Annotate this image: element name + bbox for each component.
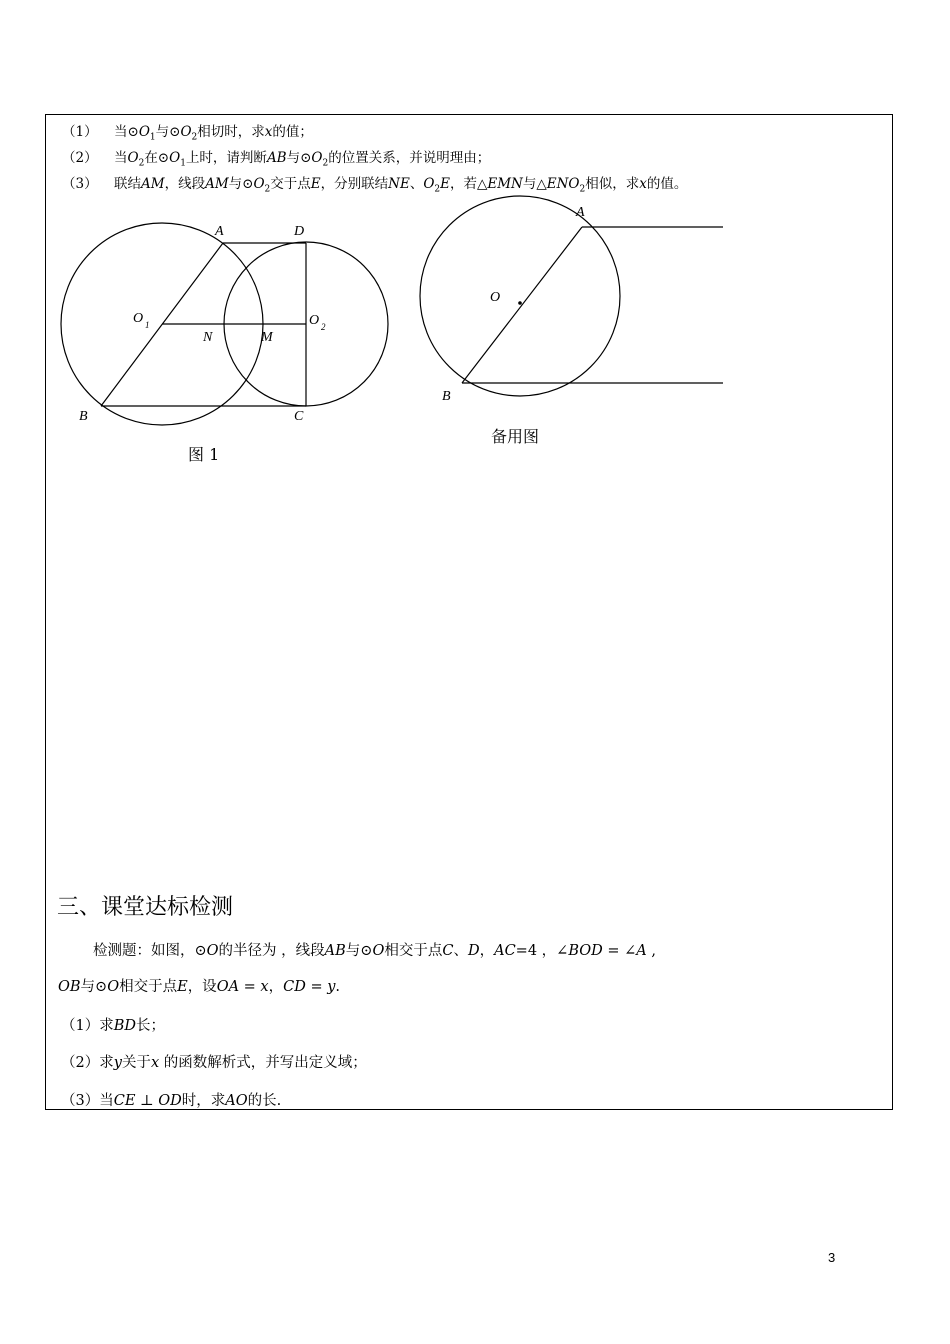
figure-1 (0, 0, 950, 480)
problem-q2: （2）求y关于x 的函数解析式，并写出定义域； (61, 1055, 367, 1071)
label-b: B (79, 409, 88, 424)
label-o2: O (309, 313, 320, 328)
circle-o (420, 196, 620, 396)
label-c: C (294, 409, 304, 424)
label-o1: O (133, 311, 144, 326)
problem-q1: （1）求BD长； (61, 1018, 166, 1034)
label-n: N (203, 330, 213, 345)
question-2: （2） 当$O_2$在$⊙O_1$上时，请判断AB与$⊙O_2$的位置关系，并说明理由； (62, 150, 491, 169)
problem-line-1: 检测题：如图，⊙O的半径为 ，线段AB与⊙O相交于点C、D，AC=4 ，∠BOD = ∠A , (93, 943, 656, 959)
center-dot (518, 301, 522, 305)
problem-line-2: OB与⊙O相交于点E，设OA = x，CD = y. (58, 979, 341, 995)
label-o-2: O (490, 290, 501, 305)
label-o1-sub: 1 (145, 320, 150, 330)
section-title: 三、课堂达标检测 (57, 895, 234, 920)
problem-q3: （3）当CE ⊥ OD时，求AO的长. (61, 1093, 282, 1109)
label-o2-sub: 2 (321, 322, 326, 332)
figure-2-caption: 备用图 (491, 427, 540, 446)
label-d: D (294, 224, 305, 239)
label-a: A (215, 224, 224, 239)
page-number: 3 (828, 1250, 836, 1265)
figure-1-caption: 图 1 (188, 445, 220, 464)
label-a-2: A (576, 205, 585, 220)
question-3: （3） 联结AM，线段AM与$⊙O_2$交于点E，分别联结NE、$O_2E$，若△EMN与$\triangle ENO_2$相似，求x的值。 (62, 176, 688, 195)
label-b-2: B (442, 389, 451, 404)
question-1: （1） 当$⊙O_1$与$⊙O_2$相切时，求x的值； (62, 124, 313, 143)
segment-ab-2 (462, 227, 582, 383)
label-m: M (261, 330, 273, 345)
